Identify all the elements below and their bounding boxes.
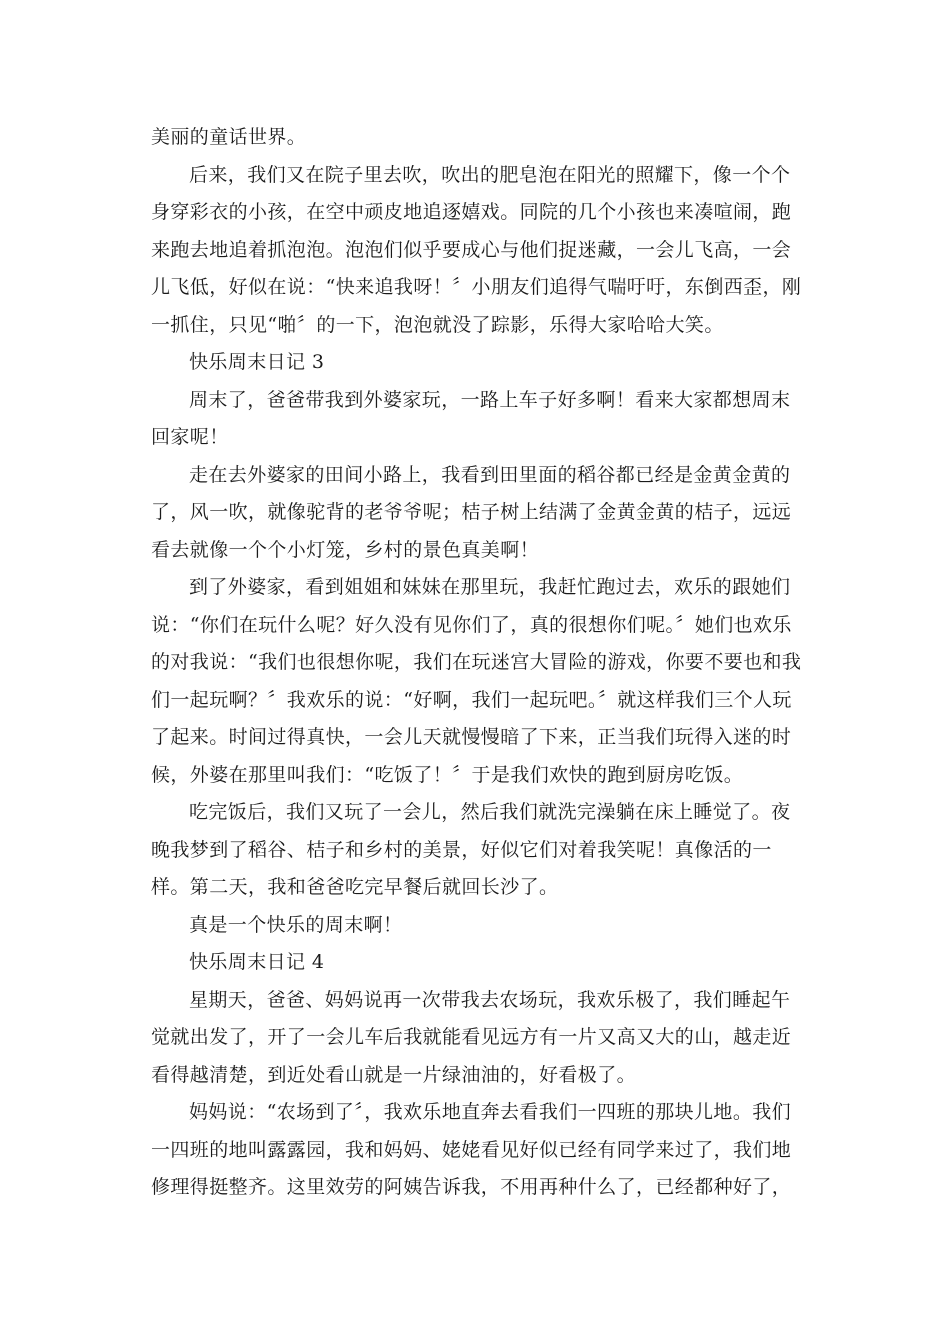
paragraph-first-line: 星期天，爸爸、妈妈说再一次带我去农场玩，我欢乐极了，我们睡起午: [189, 988, 791, 1011]
text-line: 晚我梦到了稻谷、桔子和乡村的美景，好似它们对着我笑呢！真像活的一: [151, 838, 772, 861]
text-line: 一抓住，只见“啪〞的一下，泡泡就没了踪影，乐得大家哈哈大笑。: [151, 313, 724, 336]
paragraph-first-line: 到了外婆家，看到姐姐和妹妹在那里玩，我赶忙跑过去，欢乐的跟她们: [189, 576, 791, 598]
text-line: 修理得挺整齐。这里效劳的阿姨告诉我，不用再种什么了，已经都种好了，: [151, 1176, 792, 1198]
text-line: 说：“你们在玩什么呢？好久没有见你们了，真的很想你们呢。〞她们也欢乐: [151, 613, 792, 636]
text-line: 候，外婆在那里叫我们：“吃饭了！〞于是我们欢快的跑到厨房吃饭。: [151, 763, 744, 786]
text-line: 美丽的童话世界。: [151, 126, 307, 148]
text-line: 来跑去地追着抓泡泡。泡泡们似乎要成心与他们捉迷藏，一会儿飞高，一会: [151, 238, 792, 261]
text-line: 看去就像一个个小灯笼，乡村的景色真美啊！: [151, 538, 540, 561]
section-heading: 快乐周末日记 3: [189, 351, 325, 373]
text-line: 儿飞低，好似在说：“快来追我呀！〞小朋友们追得气喘吁吁，东倒西歪，刚: [151, 276, 802, 298]
text-line: 了，风一吹，就像驼背的老爷爷呢；桔子树上结满了金黄金黄的桔子，远远: [151, 501, 792, 523]
text-line: 回家呢！: [151, 426, 229, 448]
text-line: 一四班的地叫露露园，我和妈妈、姥姥看见好似已经有同学来过了，我们地: [151, 1138, 792, 1161]
paragraph-first-line: 真是一个快乐的周末啊！: [189, 913, 403, 936]
text-line: 们一起玩啊？〞我欢乐的说：“好啊，我们一起玩吧。〞就这样我们三个人玩: [151, 688, 792, 711]
paragraph-first-line: 吃完饭后，我们又玩了一会儿，然后我们就洗完澡躺在床上睡觉了。夜: [189, 801, 791, 823]
section-heading: 快乐周末日记 4: [189, 951, 325, 973]
document-body: [151, 119, 802, 1207]
text-line: 看得越清楚，到近处看山就是一片绿油油的，好看极了。: [151, 1063, 637, 1086]
paragraph-first-line: 周末了，爸爸带我到外婆家玩，一路上车子好多啊！看来大家都想周末: [189, 388, 791, 411]
text-line: 样。第二天，我和爸爸吃完早餐后就回长沙了。: [151, 876, 559, 898]
paragraph-first-line: 走在去外婆家的田间小路上，我看到田里面的稻谷都已经是金黄金黄的: [189, 463, 791, 486]
text-line: 的对我说：“我们也很想你呢，我们在玩迷宫大冒险的游戏，你要不要也和我: [151, 651, 802, 673]
paragraph-first-line: 后来，我们又在院子里去吹，吹出的肥皂泡在阳光的照耀下，像一个个: [189, 163, 791, 186]
paragraph-first-line: 妈妈说：“农场到了〞，我欢乐地直奔去看我们一四班的那块儿地。我们: [189, 1101, 792, 1123]
text-line: 身穿彩衣的小孩，在空中顽皮地追逐嬉戏。同院的几个小孩也来凑喧闹，跑: [151, 201, 792, 223]
text-line: 觉就出发了，开了一会儿车后我就能看见远方有一片又高又大的山，越走近: [151, 1026, 792, 1048]
text-line: 了起来。时间过得真快，一会儿天就慢慢暗了下来，正当我们玩得入迷的时: [151, 726, 792, 748]
